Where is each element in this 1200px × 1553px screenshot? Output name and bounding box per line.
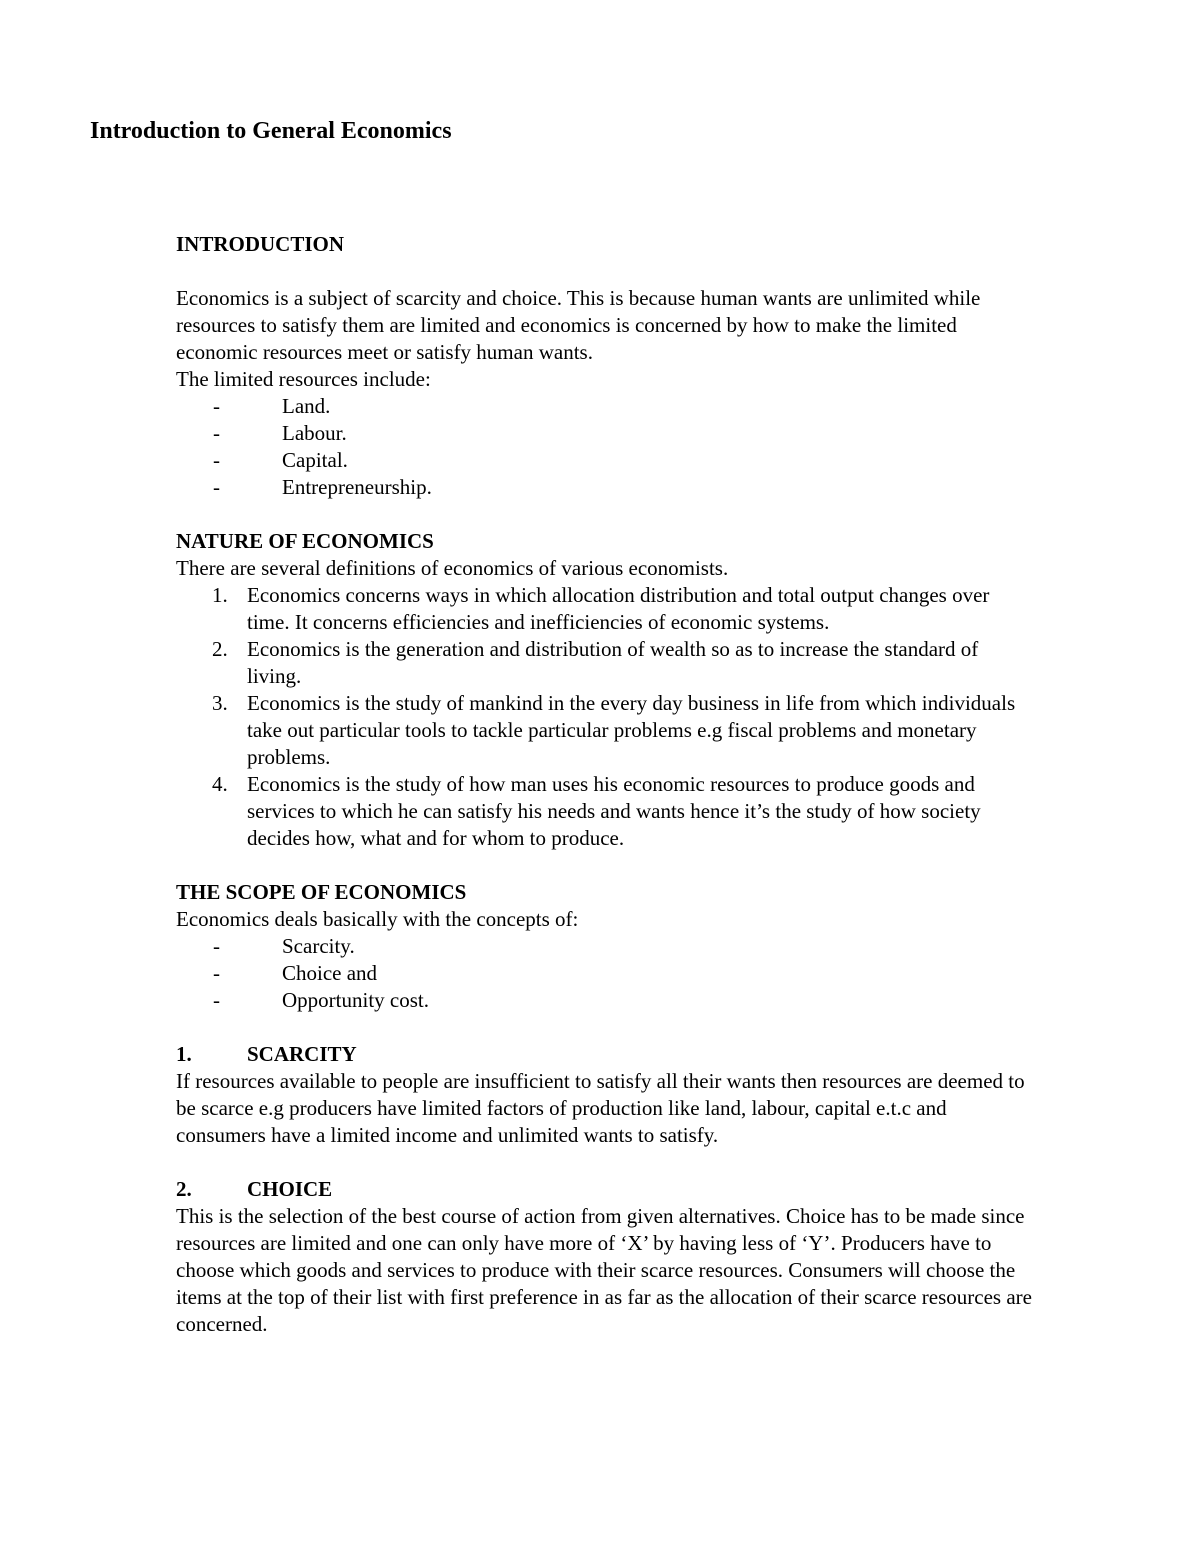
list-item-text: Opportunity cost. bbox=[282, 988, 429, 1012]
list-item bbox=[176, 690, 1036, 771]
document-title: Introduction to General Economics bbox=[90, 118, 452, 144]
list-item-text: Economics is the study of mankind in the every day business in life from which individuals take out particular tools to tackle particular problems e.g fiscal problems and monetary problems. bbox=[247, 691, 1016, 769]
scope-heading: THE SCOPE OF ECONOMICS bbox=[176, 880, 467, 904]
list-marker: 1. bbox=[212, 583, 228, 607]
nature-intro: There are several definitions of economics of various economists. bbox=[176, 556, 729, 580]
list-marker: - bbox=[213, 394, 220, 418]
introduction-heading: INTRODUCTION bbox=[176, 232, 345, 256]
section-title: CHOICE bbox=[247, 1177, 333, 1201]
list-item-text: Economics is the generation and distribution of wealth so as to increase the standard of living. bbox=[247, 637, 979, 688]
list-marker: 3. bbox=[212, 691, 228, 715]
nature-heading: NATURE OF ECONOMICS bbox=[176, 529, 434, 553]
list-item bbox=[176, 447, 1036, 474]
list-item bbox=[176, 987, 1036, 1014]
list-item bbox=[176, 933, 1036, 960]
document-body bbox=[176, 231, 1036, 1338]
list-marker: - bbox=[213, 475, 220, 499]
definitions-list bbox=[176, 582, 1036, 852]
choice-heading bbox=[176, 1176, 1036, 1203]
list-item bbox=[176, 771, 1036, 852]
concepts-list bbox=[176, 933, 1036, 1014]
scarcity-heading bbox=[176, 1041, 1036, 1068]
list-item bbox=[176, 960, 1036, 987]
scope-intro: Economics deals basically with the concepts of: bbox=[176, 907, 579, 931]
list-item-text: Land. bbox=[282, 394, 331, 418]
scarcity-paragraph: If resources available to people are insufficient to satisfy all their wants then resources are deemed to be scarce e.g producers have limited factors of production like land, labour, capital e.t.c and consumers have a limited income and unlimited wants to satisfy. bbox=[176, 1069, 1025, 1147]
list-item-text: Choice and bbox=[282, 961, 378, 985]
introduction-paragraph: Economics is a subject of scarcity and choice. This is because human wants are unlimited while resources to satisfy them are limited and economics is concerned by how to make the limited economic resources meet or satisfy human wants. bbox=[176, 286, 981, 364]
list-item-text: Entrepreneurship. bbox=[282, 475, 432, 499]
section-title: SCARCITY bbox=[247, 1042, 357, 1066]
list-item bbox=[176, 636, 1036, 690]
list-marker: - bbox=[213, 988, 220, 1012]
choice-paragraph: This is the selection of the best course of action from given alternatives. Choice has to be made since resources are limited and one can only have more of ‘X’ by having less of ‘Y’. Producers have to choose which goods and services to produce with their scarce resources. Consumers will choose the items at the top of their list with first preference in as far as the allocation of their scarce resources are concerned. bbox=[176, 1204, 1032, 1336]
section-number: 1. bbox=[176, 1042, 192, 1066]
list-item bbox=[176, 420, 1036, 447]
list-item-text: Scarcity. bbox=[282, 934, 355, 958]
list-item-text: Capital. bbox=[282, 448, 348, 472]
list-item bbox=[176, 582, 1036, 636]
list-item-text: Labour. bbox=[282, 421, 347, 445]
list-marker: 4. bbox=[212, 772, 228, 796]
list-marker: - bbox=[213, 934, 220, 958]
resources-list bbox=[176, 393, 1036, 501]
list-item-text: Economics concerns ways in which allocation distribution and total output changes over time. It concerns efficiencies and inefficiencies of economic systems. bbox=[247, 583, 990, 634]
list-item bbox=[176, 474, 1036, 501]
list-marker: 2. bbox=[212, 637, 228, 661]
list-item bbox=[176, 393, 1036, 420]
resources-list-intro: The limited resources include: bbox=[176, 367, 431, 391]
list-marker: - bbox=[213, 448, 220, 472]
list-marker: - bbox=[213, 421, 220, 445]
section-number: 2. bbox=[176, 1177, 192, 1201]
list-marker: - bbox=[213, 961, 220, 985]
list-item-text: Economics is the study of how man uses his economic resources to produce goods and services to which he can satisfy his needs and wants hence it’s the study of how society decides how, what and for whom to produce. bbox=[247, 772, 981, 850]
